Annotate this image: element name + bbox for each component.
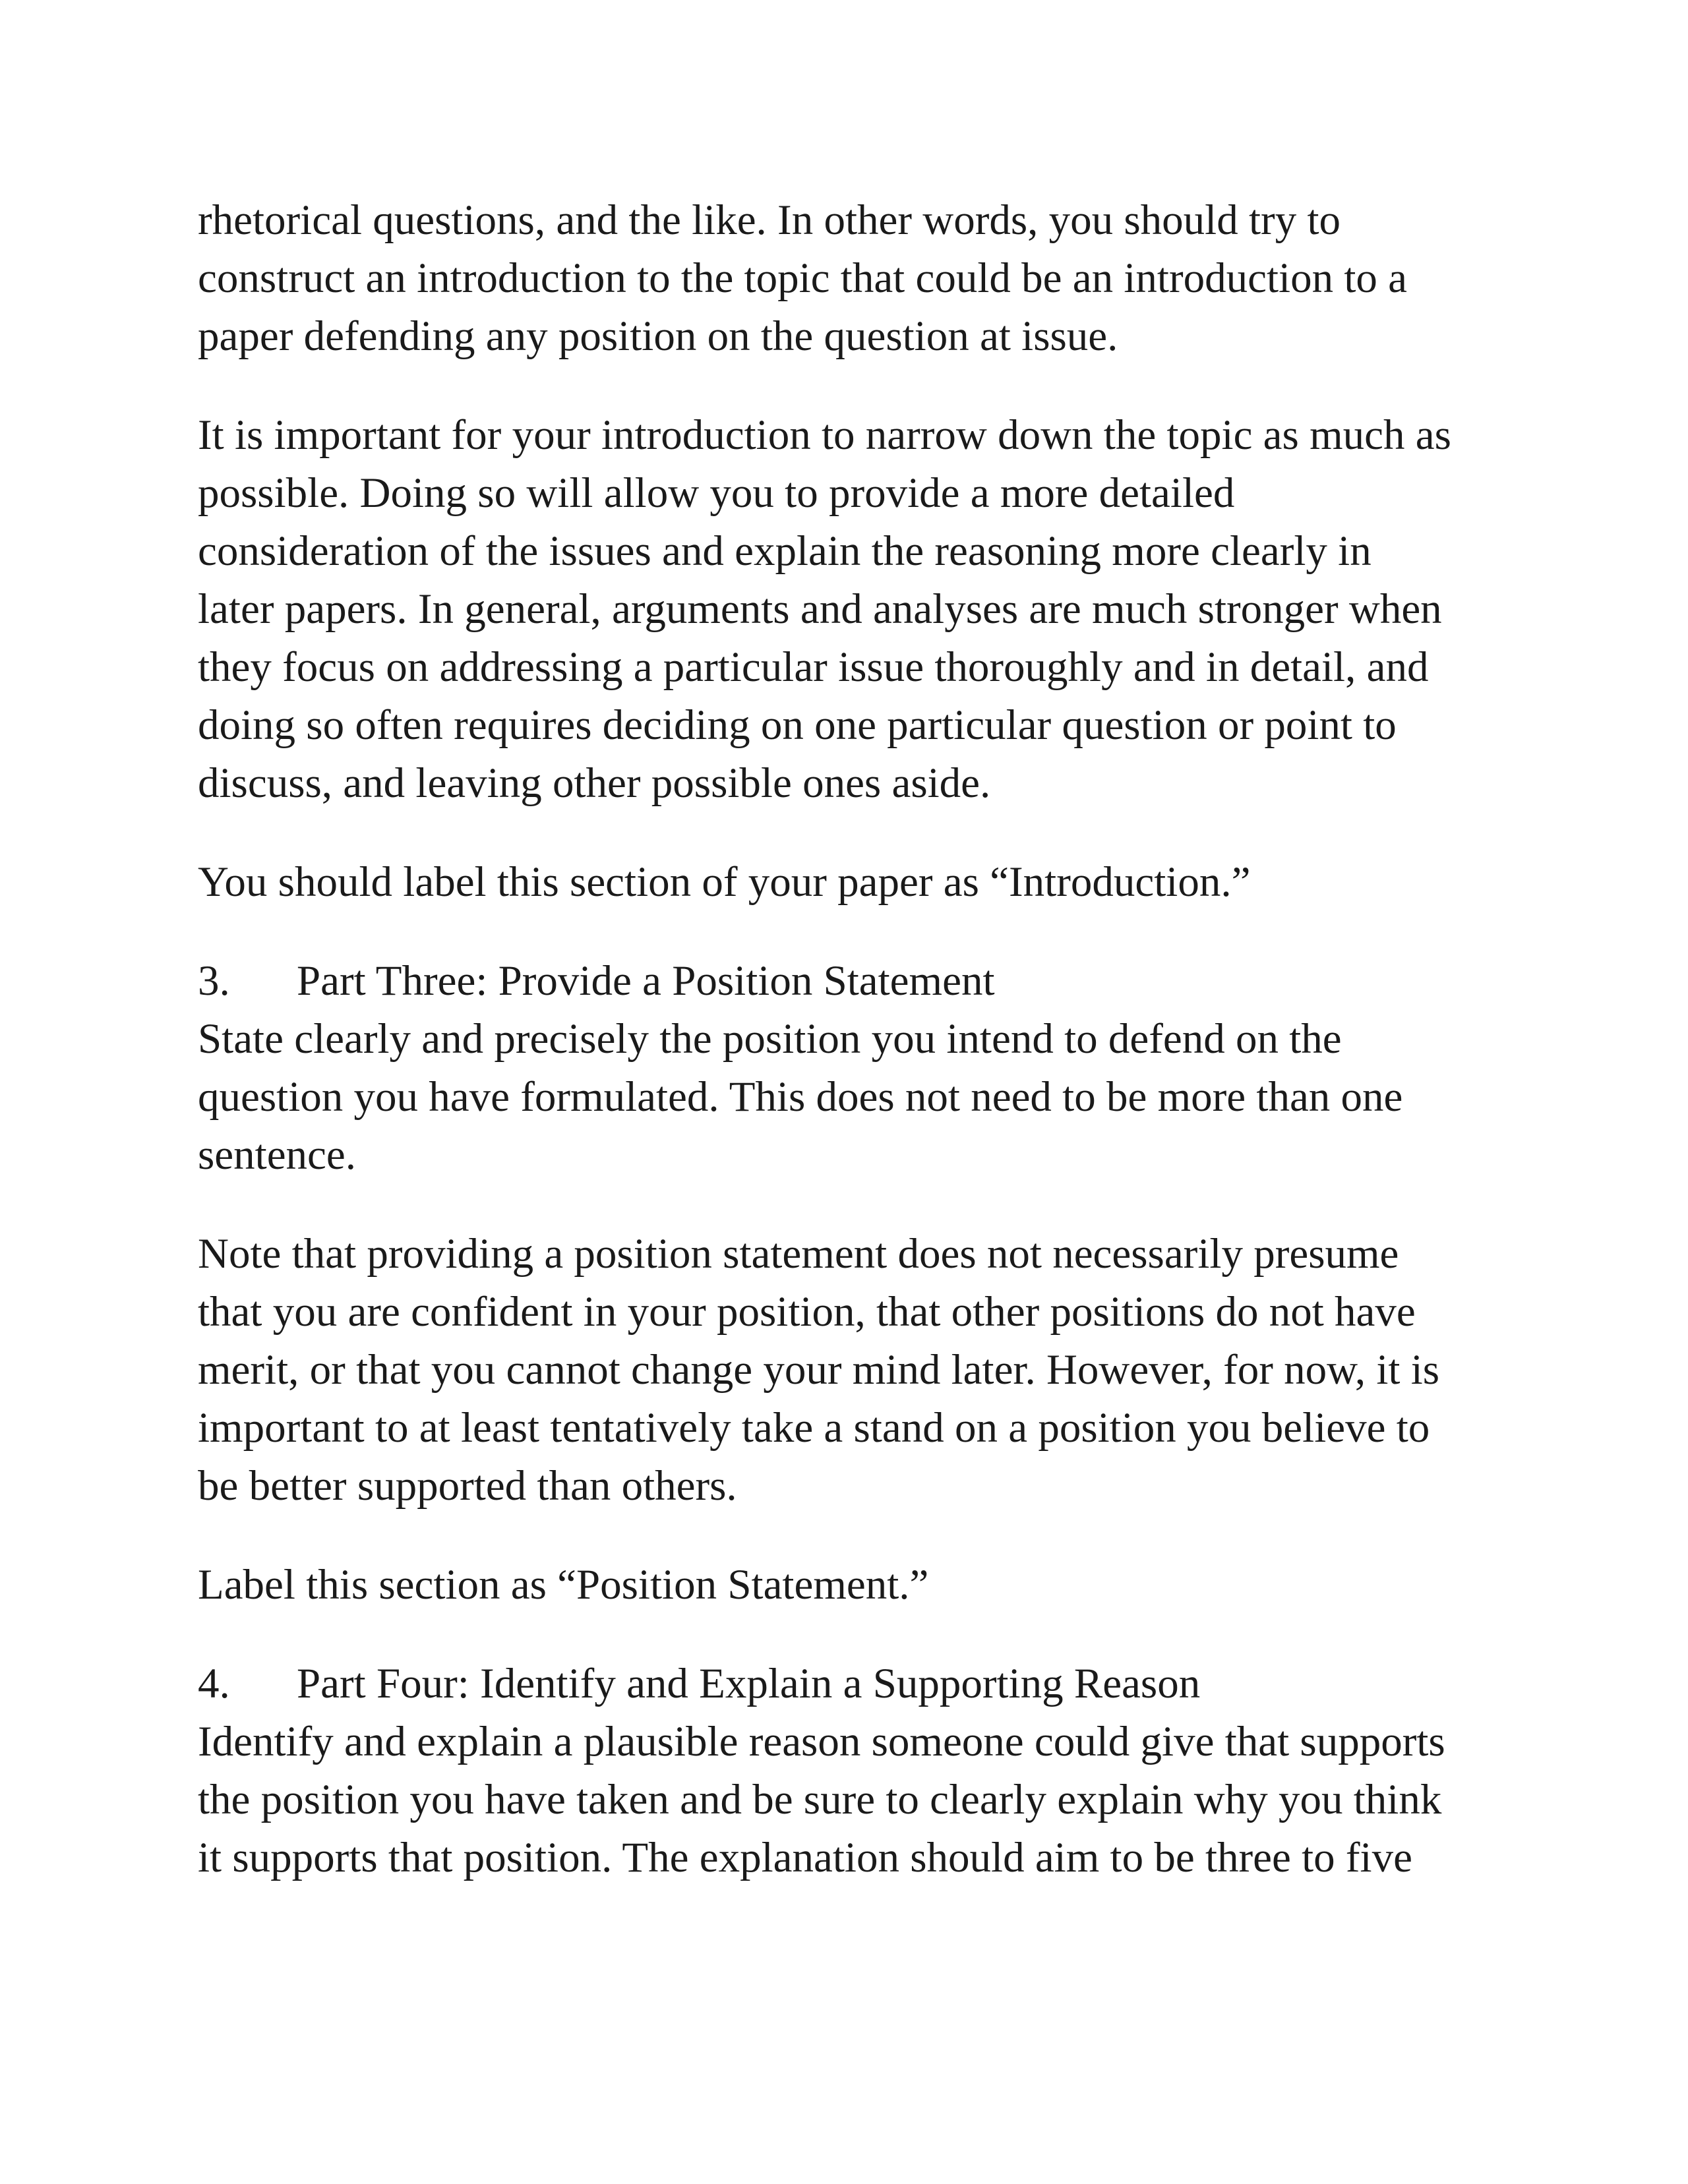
section-part-four [198, 1655, 1503, 1887]
paragraph-label-position-statement: Label this section as “Position Statement.” [198, 1561, 929, 1608]
paragraph-narrow-topic: It is important for your introduction to narrow down the topic as much as possible. Doing so will allow you to provide a more detailed consideration of the issues and explain the reasoning more clearly in later papers. In general, arguments and analyses are much stronger when they focus on addressing a particular issue thoroughly and in detail, and doing so often requires deciding on one particular question or point to discuss, and leaving other possible ones aside. [198, 411, 1451, 807]
paragraph-position-note: Note that providing a position statement does not necessarily presume that you are confident in your position, that other positions do not have merit, or that you cannot change your mind later. However, for now, it is important to at least tentatively take a stand on a position you believe to be better supported than others. [198, 1230, 1440, 1510]
section-heading-part-four [198, 1655, 1503, 1713]
section-number: 4. [198, 1660, 230, 1707]
section-body-part-four: Identify and explain a plausible reason someone could give that supports the position you have taken and be sure to clearly explain why you think it supports that position. The explanation should aim to be three to five [198, 1718, 1445, 1881]
section-number: 3. [198, 957, 230, 1005]
paragraph-label-introduction: You should label this section of your paper as “Introduction.” [198, 858, 1251, 906]
paragraph-intro-continuation: rhetorical questions, and the like. In other words, you should try to construct an introduction to the topic that could be an introduction to a paper defending any position on the question at issue. [198, 196, 1407, 360]
section-body-part-three: State clearly and precisely the position you intend to defend on the question you have formulated. This does not need to be more than one sentence. [198, 1015, 1403, 1179]
section-title: Part Four: Identify and Explain a Supporting Reason [297, 1660, 1201, 1707]
document-body [198, 191, 1503, 1928]
section-part-three [198, 952, 1503, 1184]
section-title: Part Three: Provide a Position Statement [297, 957, 995, 1005]
section-heading-part-three [198, 952, 1503, 1010]
